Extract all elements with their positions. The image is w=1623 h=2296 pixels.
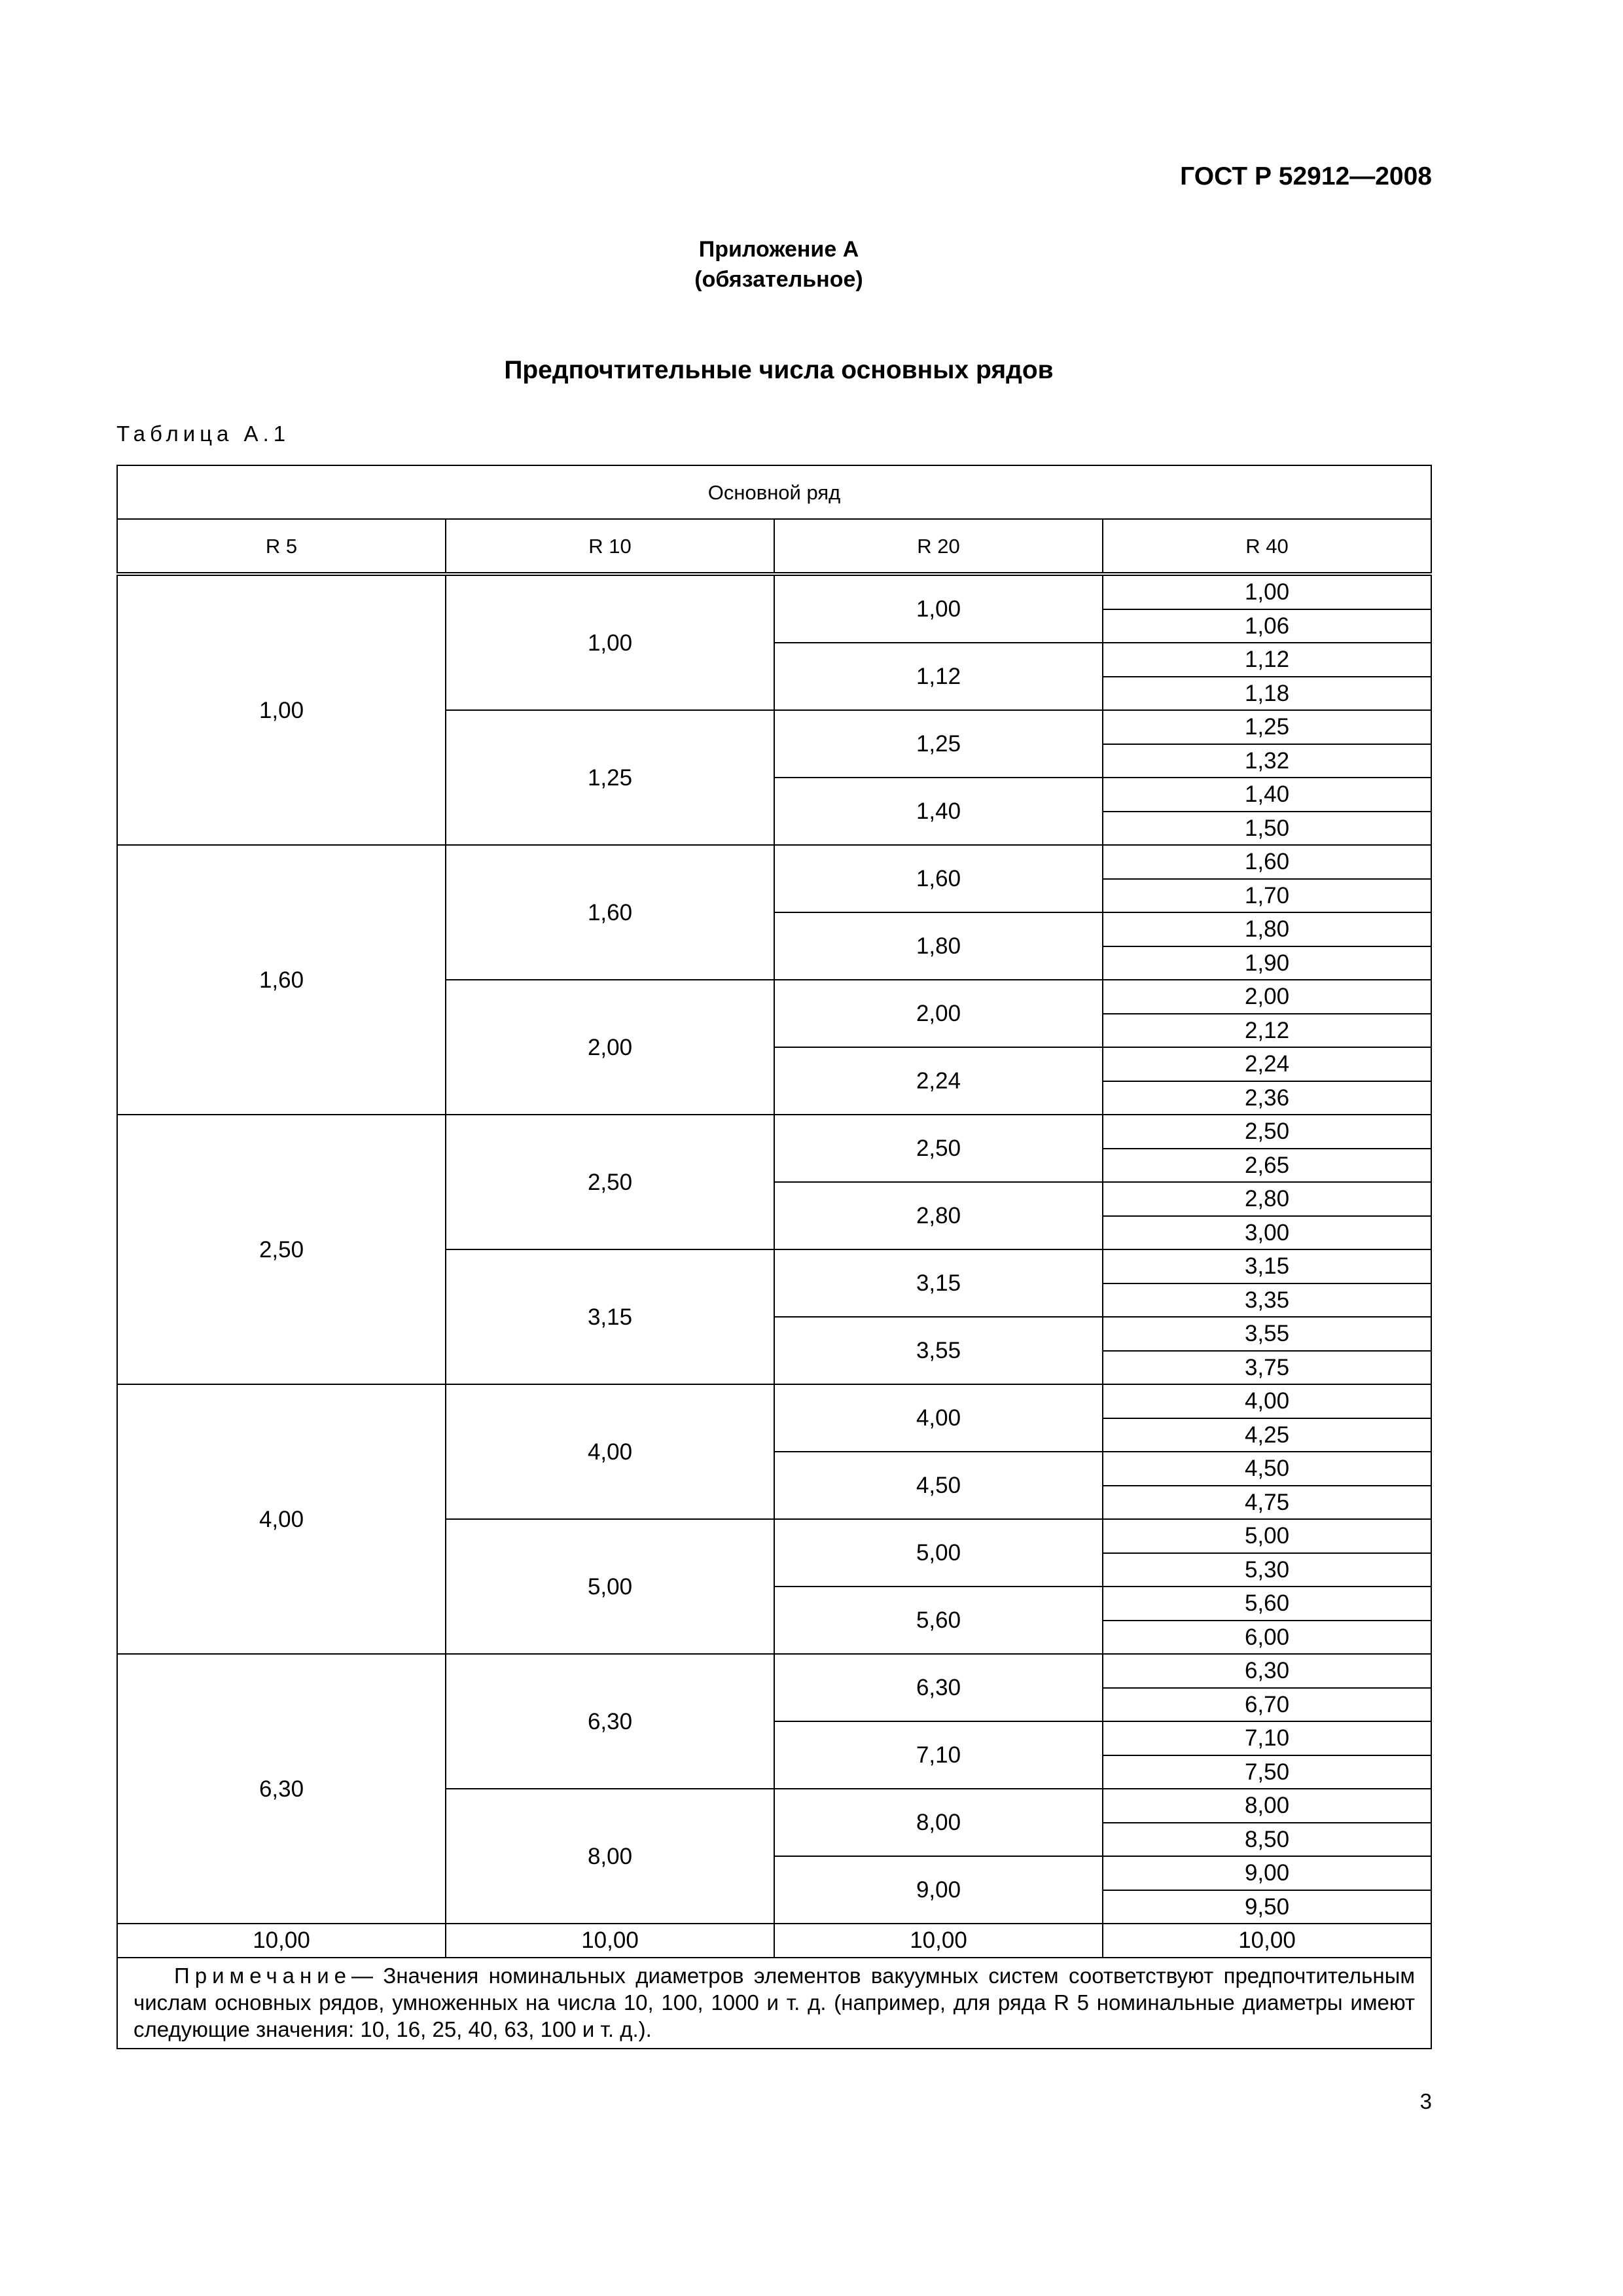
r40-cell: 6,30 <box>1103 1654 1431 1688</box>
table-row <box>117 1115 1431 1149</box>
appendix-heading <box>0 234 1558 295</box>
r20-cell: 1,80 <box>774 912 1103 980</box>
r40-cell: 2,24 <box>1103 1047 1431 1081</box>
r40-cell: 7,50 <box>1103 1755 1431 1789</box>
r40-cell: 2,36 <box>1103 1081 1431 1115</box>
group-header-cell: Основной ряд <box>117 465 1431 519</box>
table-row <box>117 1384 1431 1418</box>
r40-cell: 1,32 <box>1103 744 1431 778</box>
r40-cell: 7,10 <box>1103 1721 1431 1755</box>
r10-cell: 1,60 <box>446 845 774 980</box>
r10-cell: 5,00 <box>446 1519 774 1654</box>
r20-cell: 2,24 <box>774 1047 1103 1115</box>
column-header-cell: R 40 <box>1103 519 1431 574</box>
r40-cell: 8,50 <box>1103 1823 1431 1857</box>
r10-cell: 2,00 <box>446 980 774 1115</box>
r40-cell: 1,40 <box>1103 778 1431 812</box>
appendix-status: (обязательное) <box>694 267 863 292</box>
r40-cell: 2,12 <box>1103 1014 1431 1048</box>
r40-cell: 8,00 <box>1103 1789 1431 1823</box>
r20-cell: 7,10 <box>774 1721 1103 1789</box>
note-cell <box>117 1958 1431 2049</box>
r5-cell: 2,50 <box>117 1115 446 1384</box>
r40-cell: 3,00 <box>1103 1216 1431 1250</box>
column-header-row <box>117 519 1431 574</box>
r40-cell: 5,60 <box>1103 1587 1431 1621</box>
page-number: 3 <box>1419 2089 1432 2113</box>
table-row <box>117 845 1431 879</box>
r40-cell: 2,50 <box>1103 1115 1431 1149</box>
r40-cell: 3,55 <box>1103 1317 1431 1351</box>
r10-cell: 1,25 <box>446 710 774 845</box>
r40-cell: 4,25 <box>1103 1418 1431 1452</box>
r20-cell: 2,50 <box>774 1115 1103 1182</box>
r40-cell: 1,06 <box>1103 609 1431 643</box>
group-header-row <box>117 465 1431 519</box>
r40-cell: 3,15 <box>1103 1249 1431 1283</box>
r20-cell: 2,00 <box>774 980 1103 1047</box>
final-row-cell: 10,00 <box>117 1924 446 1958</box>
r40-cell: 3,75 <box>1103 1351 1431 1385</box>
r20-cell: 3,55 <box>774 1317 1103 1384</box>
r5-cell: 6,30 <box>117 1654 446 1924</box>
preferred-numbers-table <box>116 465 1432 2049</box>
table-row <box>117 1654 1431 1688</box>
r40-cell: 1,12 <box>1103 643 1431 677</box>
r40-cell: 1,70 <box>1103 879 1431 913</box>
r40-cell: 4,50 <box>1103 1452 1431 1486</box>
r40-cell: 1,90 <box>1103 946 1431 980</box>
column-header-cell: R 10 <box>446 519 774 574</box>
r20-cell: 5,60 <box>774 1587 1103 1654</box>
r40-cell: 1,25 <box>1103 710 1431 744</box>
r20-cell: 1,12 <box>774 643 1103 710</box>
document-code: ГОСТ Р 52912—2008 <box>1180 162 1432 190</box>
note-text: — Значения номинальных диаметров элементов вакуумных систем соответствуют предпочтительным числам основных рядов, умноженных на числа 10, 100, 1000 и т. д. (например, для ряда R 5 номинальные диаметры имеют следующие значения: 10, 16, 25, 40, 63, 100 и т. д.). <box>134 1963 1415 2041</box>
r20-cell: 3,15 <box>774 1249 1103 1317</box>
column-header-cell: R 5 <box>117 519 446 574</box>
appendix-title: Приложение А <box>698 237 859 262</box>
r40-cell: 9,00 <box>1103 1856 1431 1890</box>
final-row-cell: 10,00 <box>446 1924 774 1958</box>
r40-cell: 1,18 <box>1103 677 1431 711</box>
final-row-cell: 10,00 <box>774 1924 1103 1958</box>
r10-cell: 1,00 <box>446 574 774 710</box>
r40-cell: 2,80 <box>1103 1182 1431 1216</box>
r20-cell: 8,00 <box>774 1789 1103 1856</box>
r10-cell: 6,30 <box>446 1654 774 1789</box>
r20-cell: 4,00 <box>774 1384 1103 1452</box>
r20-cell: 6,30 <box>774 1654 1103 1721</box>
r5-cell: 1,60 <box>117 845 446 1115</box>
r10-cell: 4,00 <box>446 1384 774 1519</box>
r40-cell: 1,60 <box>1103 845 1431 879</box>
final-row-cell: 10,00 <box>1103 1924 1431 1958</box>
r40-cell: 6,00 <box>1103 1621 1431 1655</box>
r10-cell: 3,15 <box>446 1249 774 1384</box>
r40-cell: 2,65 <box>1103 1149 1431 1183</box>
r5-cell: 1,00 <box>117 574 446 845</box>
r40-cell: 1,00 <box>1103 574 1431 609</box>
r40-cell: 3,35 <box>1103 1283 1431 1318</box>
r40-cell: 9,50 <box>1103 1890 1431 1924</box>
r10-cell: 2,50 <box>446 1115 774 1249</box>
note-label: Примечание <box>174 1963 352 1988</box>
final-row <box>117 1924 1431 1958</box>
r20-cell: 1,60 <box>774 845 1103 912</box>
r40-cell: 1,50 <box>1103 812 1431 846</box>
r40-cell: 4,00 <box>1103 1384 1431 1418</box>
r40-cell: 5,30 <box>1103 1553 1431 1587</box>
column-header-cell: R 20 <box>774 519 1103 574</box>
table-caption: Таблица А.1 <box>116 422 291 446</box>
note-row <box>117 1958 1431 2049</box>
r20-cell: 1,25 <box>774 710 1103 778</box>
r20-cell: 4,50 <box>774 1452 1103 1519</box>
r40-cell: 2,00 <box>1103 980 1431 1014</box>
r20-cell: 1,00 <box>774 574 1103 643</box>
r20-cell: 9,00 <box>774 1856 1103 1924</box>
section-title: Предпочтительные числа основных рядов <box>504 356 1054 384</box>
r20-cell: 2,80 <box>774 1182 1103 1249</box>
r5-cell: 4,00 <box>117 1384 446 1654</box>
r40-cell: 5,00 <box>1103 1519 1431 1553</box>
r40-cell: 4,75 <box>1103 1486 1431 1520</box>
r10-cell: 8,00 <box>446 1789 774 1924</box>
r40-cell: 1,80 <box>1103 912 1431 946</box>
r40-cell: 6,70 <box>1103 1688 1431 1722</box>
table-row <box>117 574 1431 609</box>
r20-cell: 1,40 <box>774 778 1103 845</box>
r20-cell: 5,00 <box>774 1519 1103 1587</box>
